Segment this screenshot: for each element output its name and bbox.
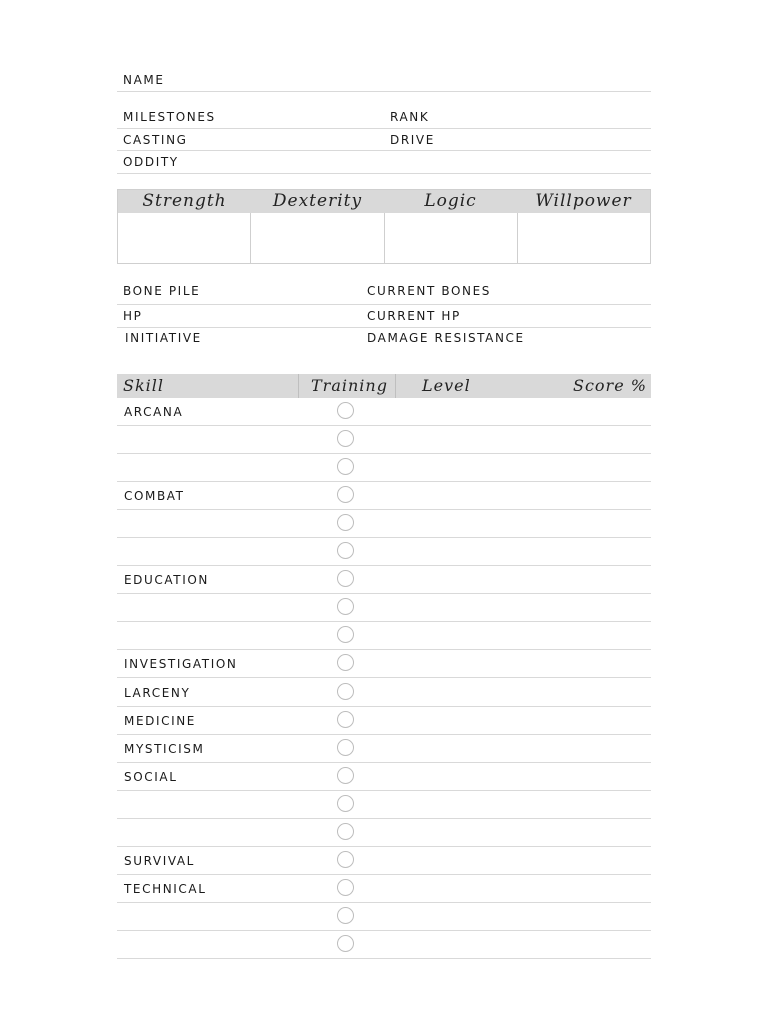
skill-row[interactable] xyxy=(117,398,651,426)
willpower-header: Willpower xyxy=(535,191,632,211)
header-divider xyxy=(298,374,299,398)
training-circle-icon[interactable] xyxy=(337,767,354,784)
skill-name: ARCANA xyxy=(124,405,184,419)
training-circle-icon[interactable] xyxy=(337,795,354,812)
skill-name: TECHNICAL xyxy=(124,881,207,896)
training-circle-icon[interactable] xyxy=(337,683,354,700)
skill-name: MEDICINE xyxy=(124,713,196,728)
training-circle-icon[interactable] xyxy=(337,486,354,503)
training-header: Training xyxy=(311,376,388,395)
training-circle-icon[interactable] xyxy=(337,598,354,615)
skill-row[interactable] xyxy=(117,679,651,707)
training-circle-icon[interactable] xyxy=(337,851,354,868)
skill-row[interactable] xyxy=(117,903,651,931)
strength-box[interactable] xyxy=(118,213,251,263)
skill-name: INVESTIGATION xyxy=(124,657,238,672)
milestones-rank-row[interactable] xyxy=(117,106,651,129)
training-circle-icon[interactable] xyxy=(337,402,354,419)
dexterity-header: Dexterity xyxy=(272,191,363,211)
milestones-label: MILESTONES xyxy=(123,110,216,124)
willpower-box[interactable] xyxy=(518,213,650,263)
skill-row[interactable] xyxy=(117,763,651,791)
skill-name: SOCIAL xyxy=(124,769,178,784)
skill-row[interactable] xyxy=(117,510,651,538)
skill-name: COMBAT xyxy=(124,489,185,504)
hp-label: HP xyxy=(123,309,143,323)
training-circle-icon[interactable] xyxy=(337,570,354,587)
attributes-header xyxy=(118,190,650,213)
training-circle-icon[interactable] xyxy=(337,542,354,559)
score-header: Score % xyxy=(573,376,647,395)
skill-name: LARCENY xyxy=(124,685,191,700)
skill-row[interactable] xyxy=(117,931,651,959)
training-circle-icon[interactable] xyxy=(337,458,354,475)
level-header: Level xyxy=(422,376,471,395)
training-circle-icon[interactable] xyxy=(337,626,354,643)
drive-label: DRIVE xyxy=(390,133,435,147)
hp-row[interactable] xyxy=(117,305,651,328)
attributes-values xyxy=(118,213,650,263)
current-hp-label: CURRENT HP xyxy=(367,309,461,323)
skill-row[interactable] xyxy=(117,707,651,735)
skill-name: MYSTICISM xyxy=(124,741,205,756)
dexterity-box[interactable] xyxy=(251,213,384,263)
skill-row[interactable] xyxy=(117,454,651,482)
training-circle-icon[interactable] xyxy=(337,514,354,531)
skill-row[interactable] xyxy=(117,735,651,763)
training-circle-icon[interactable] xyxy=(337,654,354,671)
skill-row[interactable] xyxy=(117,622,651,650)
training-circle-icon[interactable] xyxy=(337,739,354,756)
bone-pile-label: BONE PILE xyxy=(123,284,201,298)
skill-row[interactable] xyxy=(117,650,651,678)
training-circle-icon[interactable] xyxy=(337,430,354,447)
training-circle-icon[interactable] xyxy=(337,711,354,728)
training-circle-icon[interactable] xyxy=(337,823,354,840)
skill-name: SURVIVAL xyxy=(124,853,195,868)
skill-row[interactable] xyxy=(117,791,651,819)
training-circle-icon[interactable] xyxy=(337,935,354,952)
skill-row[interactable] xyxy=(117,426,651,454)
skill-row[interactable] xyxy=(117,538,651,566)
attributes-block xyxy=(117,189,651,264)
skill-header: Skill xyxy=(123,376,165,395)
initiative-label: INITIATIVE xyxy=(125,331,202,345)
rank-label: RANK xyxy=(390,110,430,124)
logic-box[interactable] xyxy=(385,213,518,263)
training-circle-icon[interactable] xyxy=(337,907,354,924)
damage-resistance-label: DAMAGE RESISTANCE xyxy=(367,331,525,345)
skill-name: EDUCATION xyxy=(124,573,209,588)
strength-header: Strength xyxy=(142,191,227,211)
skill-row[interactable] xyxy=(117,875,651,903)
skill-row[interactable] xyxy=(117,594,651,622)
skill-row[interactable] xyxy=(117,566,651,594)
bone-pile-row[interactable] xyxy=(117,280,651,305)
skill-row[interactable] xyxy=(117,819,651,847)
initiative-row[interactable] xyxy=(117,328,651,348)
name-label: NAME xyxy=(123,73,165,87)
casting-label: CASTING xyxy=(123,133,188,147)
oddity-row[interactable] xyxy=(117,151,651,174)
current-bones-label: CURRENT BONES xyxy=(367,284,491,298)
name-row[interactable] xyxy=(117,68,651,92)
oddity-label: ODDITY xyxy=(123,155,179,169)
training-circle-icon[interactable] xyxy=(337,879,354,896)
skill-table-header xyxy=(117,374,651,398)
casting-drive-row[interactable] xyxy=(117,129,651,151)
logic-header: Logic xyxy=(424,191,477,211)
header-divider xyxy=(395,374,396,398)
skill-row[interactable] xyxy=(117,847,651,875)
skill-row[interactable] xyxy=(117,482,651,510)
